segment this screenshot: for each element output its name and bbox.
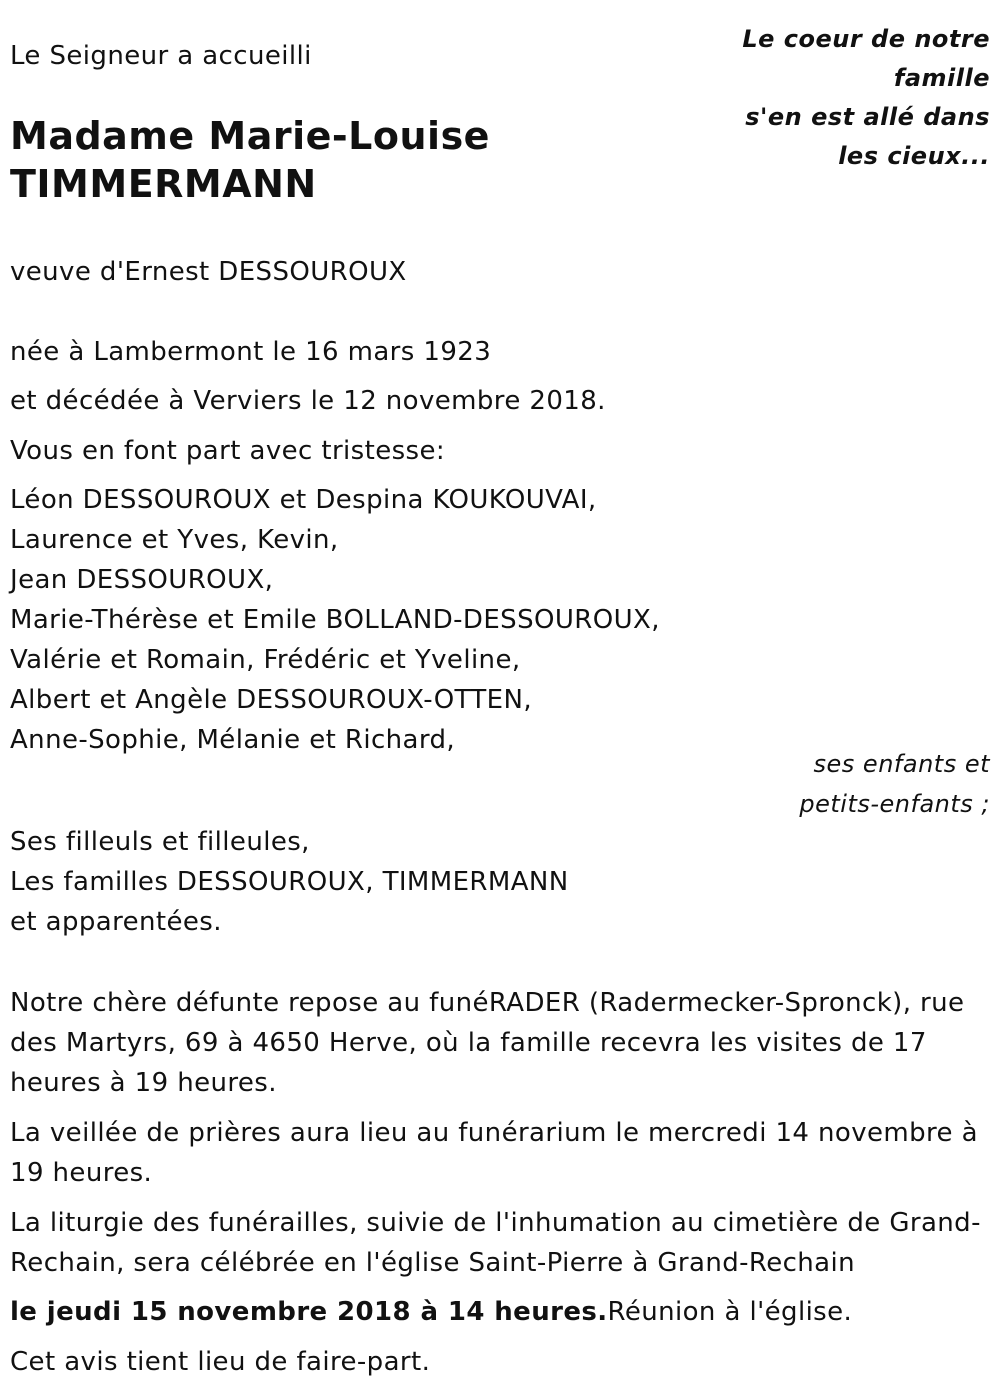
paragraph-line: La liturgie des funérailles, suivie de l'inhumation au cimetière de Grand-: [10, 1208, 981, 1238]
paragraph-line: 19 heures.: [10, 1158, 153, 1188]
list-item: Marie-Thérèse et Emile BOLLAND-DESSOUROUX,: [10, 605, 660, 635]
children-caption: [690, 744, 990, 824]
paragraph-line: Rechain, sera célébrée en l'église Saint-Pierre à Grand-Rechain: [10, 1248, 855, 1278]
announce-text: Vous en font part avec tristesse:: [10, 436, 446, 466]
list-item: Léon DESSOUROUX et Despina KOUKOUVAI,: [10, 485, 597, 515]
intro-text: Le Seigneur a accueilli: [10, 41, 312, 71]
caption-line: petits-enfants ;: [799, 790, 990, 818]
paragraph-line: Notre chère défunte repose au funéRADER (Radermecker-Spronck), rue: [10, 988, 965, 1018]
deceased-last-name: TIMMERMANN: [10, 162, 317, 206]
funeral-date: le jeudi 15 novembre 2018 à 14 heures.: [10, 1297, 608, 1327]
epitaph-quote: [670, 20, 990, 176]
closing-text: Cet avis tient lieu de faire-part.: [10, 1347, 431, 1377]
caption-line: ses enfants et: [813, 750, 990, 778]
repose-paragraph: [10, 983, 985, 1103]
list-item: Jean DESSOUROUX,: [10, 565, 274, 595]
meeting-text: Réunion à l'église.: [607, 1297, 853, 1327]
list-item: Albert et Angèle DESSOUROUX-OTTEN,: [10, 685, 533, 715]
children-list: [10, 480, 660, 760]
vigil-paragraph: [10, 1113, 985, 1193]
list-item: Laurence et Yves, Kevin,: [10, 525, 339, 555]
funeral-date-line: [10, 1292, 985, 1332]
list-item: Ses filleuls et filleules,: [10, 827, 310, 857]
epitaph-line: s'en est allé dans: [745, 103, 990, 131]
widow-of-text: veuve d'Ernest DESSOUROUX: [10, 257, 407, 287]
paragraph-line: heures à 19 heures.: [10, 1068, 277, 1098]
list-item: Anne-Sophie, Mélanie et Richard,: [10, 725, 456, 755]
deceased-first-name: Madame Marie-Louise: [10, 114, 490, 158]
birth-text: née à Lambermont le 16 mars 1923: [10, 337, 492, 367]
death-text: et décédée à Verviers le 12 novembre 2018.: [10, 386, 606, 416]
list-item: Valérie et Romain, Frédéric et Yveline,: [10, 645, 521, 675]
epitaph-line: famille: [893, 64, 990, 92]
list-item: et apparentées.: [10, 907, 222, 937]
epitaph-line: les cieux...: [838, 142, 990, 170]
liturgy-paragraph: [10, 1203, 985, 1283]
list-item: Les familles DESSOUROUX, TIMMERMANN: [10, 867, 569, 897]
deceased-name: [10, 112, 490, 208]
epitaph-line: Le coeur de notre: [742, 25, 990, 53]
other-family-list: [10, 822, 569, 942]
paragraph-line: des Martyrs, 69 à 4650 Herve, où la famille recevra les visites de 17: [10, 1028, 927, 1058]
paragraph-line: La veillée de prières aura lieu au funérarium le mercredi 14 novembre à: [10, 1118, 978, 1148]
